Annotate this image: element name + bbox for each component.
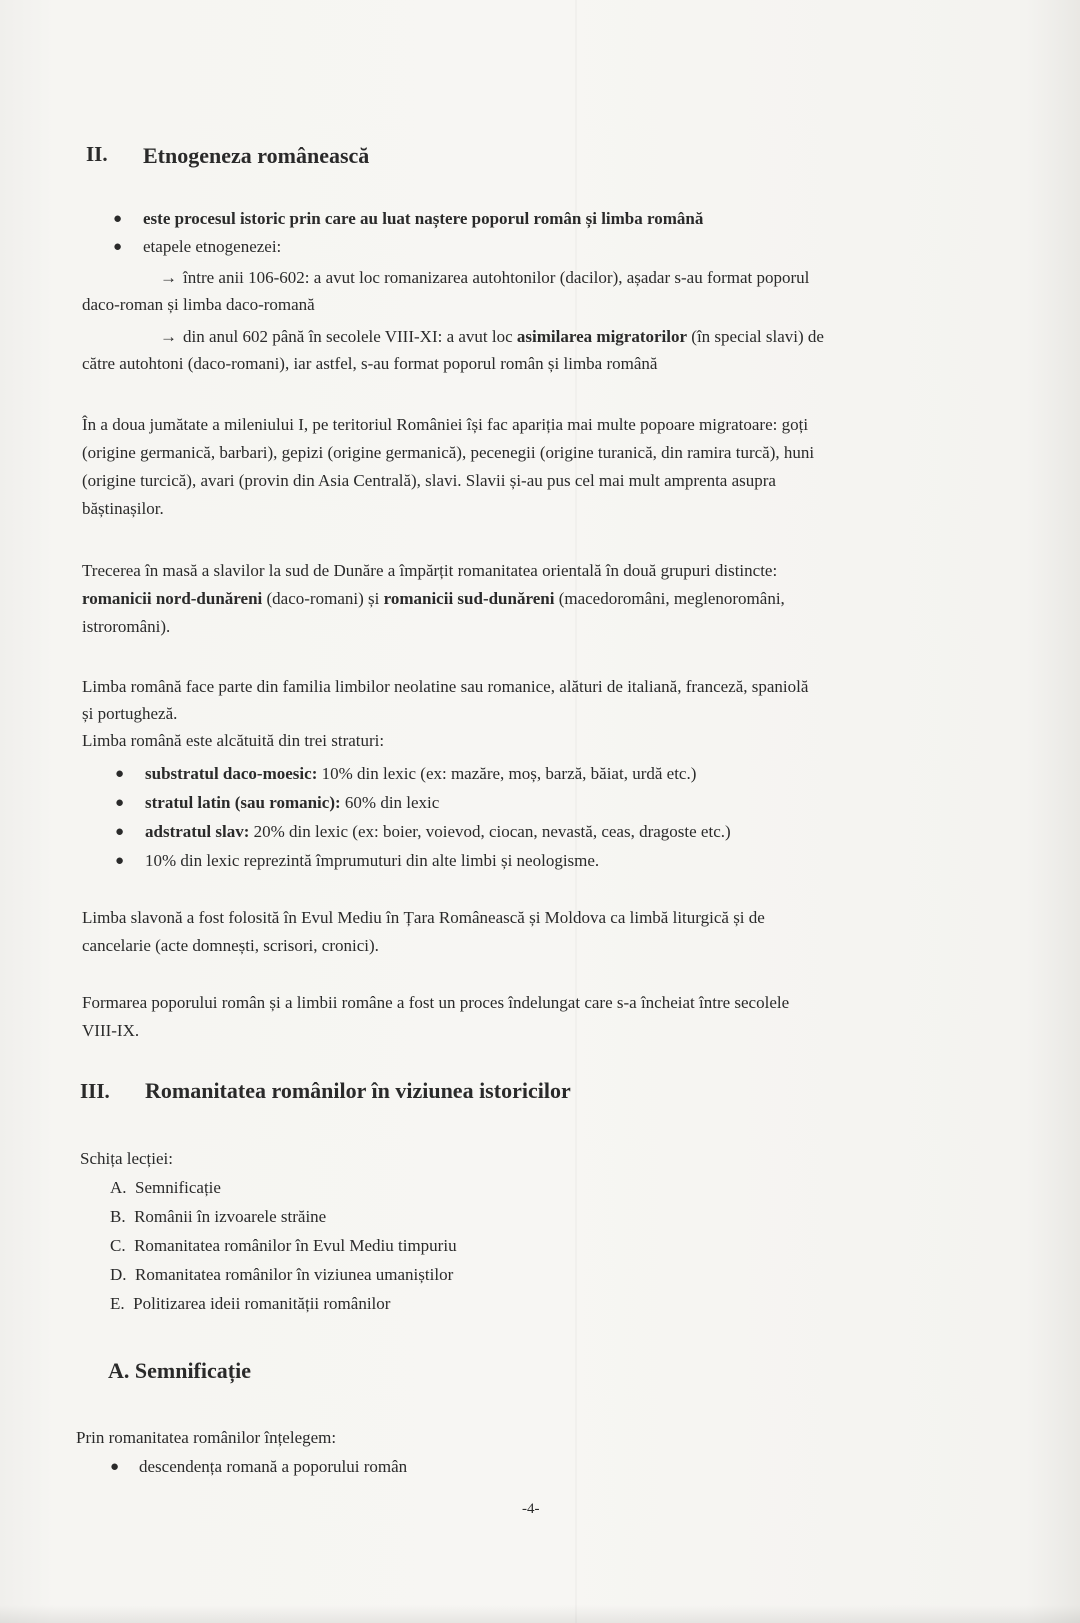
definition-bullet: este procesul istoric prin care au luat naștere poporul român și limba română: [143, 209, 704, 228]
romanity-bullet: descendența romană a poporului român: [139, 1457, 408, 1476]
para-migratori-line: (origine germanică, barbari), gepizi (origine germanică), pecenegii (origine turanică, din ramira turcă), huni: [82, 443, 815, 462]
stratum-item: substratul daco-moesic: 10% din lexic (ex: mazăre, moș, barză, băiat, urdă etc.): [145, 764, 697, 783]
romanity-intro: Prin romanitatea românilor înțelegem:: [76, 1428, 337, 1447]
page-number: -4-: [522, 1501, 540, 1517]
outline-item: E. Politizarea ideii romanității românilor: [110, 1294, 391, 1313]
para-migratori-line: În a doua jumătate a mileniului I, pe teritoriul României își fac apariția mai multe popoare migratoare: goți: [82, 415, 809, 434]
stage-2-line-1: → din anul 602 până în secolele VIII-XI: a avut loc asimilarea migratorilor (în special slavi) de: [160, 327, 824, 346]
para-limba-line: și portugheză.: [82, 704, 178, 723]
paper-fold: [575, 0, 577, 1623]
stage-2-line-2: către autohtoni (daco-romani), iar astfel, s-au format poporul român și limba română: [82, 354, 658, 373]
lesson-outline-label: Schița lecției:: [80, 1149, 173, 1168]
bullet-dot: ●: [113, 239, 123, 255]
bullet-dot: ●: [115, 795, 125, 811]
para-slavona-line: Limba slavonă a fost folosită în Evul Mediu în Țara Românească și Moldova ca limbă liturgică și de: [82, 908, 765, 927]
para-migratori-line: (origine turcică), avari (provin din Asia Centrală), slavi. Slavii și-au pus cel mai mult amprenta asupra: [82, 471, 776, 490]
stages-bullet: etapele etnogenezei:: [143, 237, 282, 256]
para-slavona-line: cancelarie (acte domnești, scrisori, cronici).: [82, 936, 379, 955]
arrow-right-icon: →: [160, 327, 177, 346]
section-3-title: Romanitatea românilor în viziunea istoricilor: [145, 1078, 571, 1103]
bullet-dot: ●: [115, 853, 125, 869]
para-slavi-line: romanicii nord-dunăreni (daco-romani) și romanicii sud-dunăreni (macedoromâni, meglenoromâni,: [82, 589, 785, 608]
para-limba-line: Limba română face parte din familia limbilor neolatine sau romanice, alături de italiană, franceză, spaniolă: [82, 677, 809, 696]
outline-item: C. Romanitatea românilor în Evul Mediu timpuriu: [110, 1236, 457, 1255]
para-formare-line: Formarea poporului român și a limbii române a fost un proces îndelungat care s-a încheiat între secolele: [82, 993, 790, 1012]
para-slavi-line: Trecerea în masă a slavilor la sud de Dunăre a împărțit romanitatea orientală în două grupuri distincte:: [82, 561, 778, 580]
outline-item: A. Semnificație: [110, 1178, 221, 1197]
para-limba-line: Limba română este alcătuită din trei straturi:: [82, 731, 385, 750]
bullet-dot: ●: [115, 766, 125, 782]
section-2-numeral: II.: [86, 142, 108, 166]
subsection-a-heading: A. Semnificație: [108, 1358, 251, 1383]
para-slavi-line: istroromâni).: [82, 617, 171, 636]
section-2-title: Etnogeneza românească: [143, 143, 370, 168]
stage-1-line-1: → între anii 106-602: a avut loc romanizarea autohtonilor (dacilor), așadar s-au format poporul: [160, 268, 810, 287]
outline-item: B. Românii în izvoarele străine: [110, 1207, 327, 1226]
stratum-item: stratul latin (sau romanic): 60% din lexic: [145, 793, 440, 812]
stratum-item: 10% din lexic reprezintă împrumuturi din alte limbi și neologisme.: [145, 851, 600, 870]
para-formare-line: VIII-IX.: [82, 1021, 140, 1040]
outline-item: D. Romanitatea românilor în viziunea umaniștilor: [110, 1265, 454, 1284]
arrow-right-icon: →: [160, 268, 177, 287]
bullet-dot: ●: [110, 1459, 120, 1475]
bullet-dot: ●: [115, 824, 125, 840]
section-3-numeral: III.: [80, 1079, 110, 1103]
para-migratori-line: băștinașilor.: [82, 499, 164, 518]
paper-edge-shadow: [0, 1605, 1080, 1623]
stage-1-line-2: daco-roman și limba daco-romană: [82, 295, 315, 314]
bullet-dot: ●: [113, 211, 123, 227]
stratum-item: adstratul slav: 20% din lexic (ex: boier, voievod, ciocan, nevastă, ceas, dragoste etc.): [145, 822, 731, 841]
